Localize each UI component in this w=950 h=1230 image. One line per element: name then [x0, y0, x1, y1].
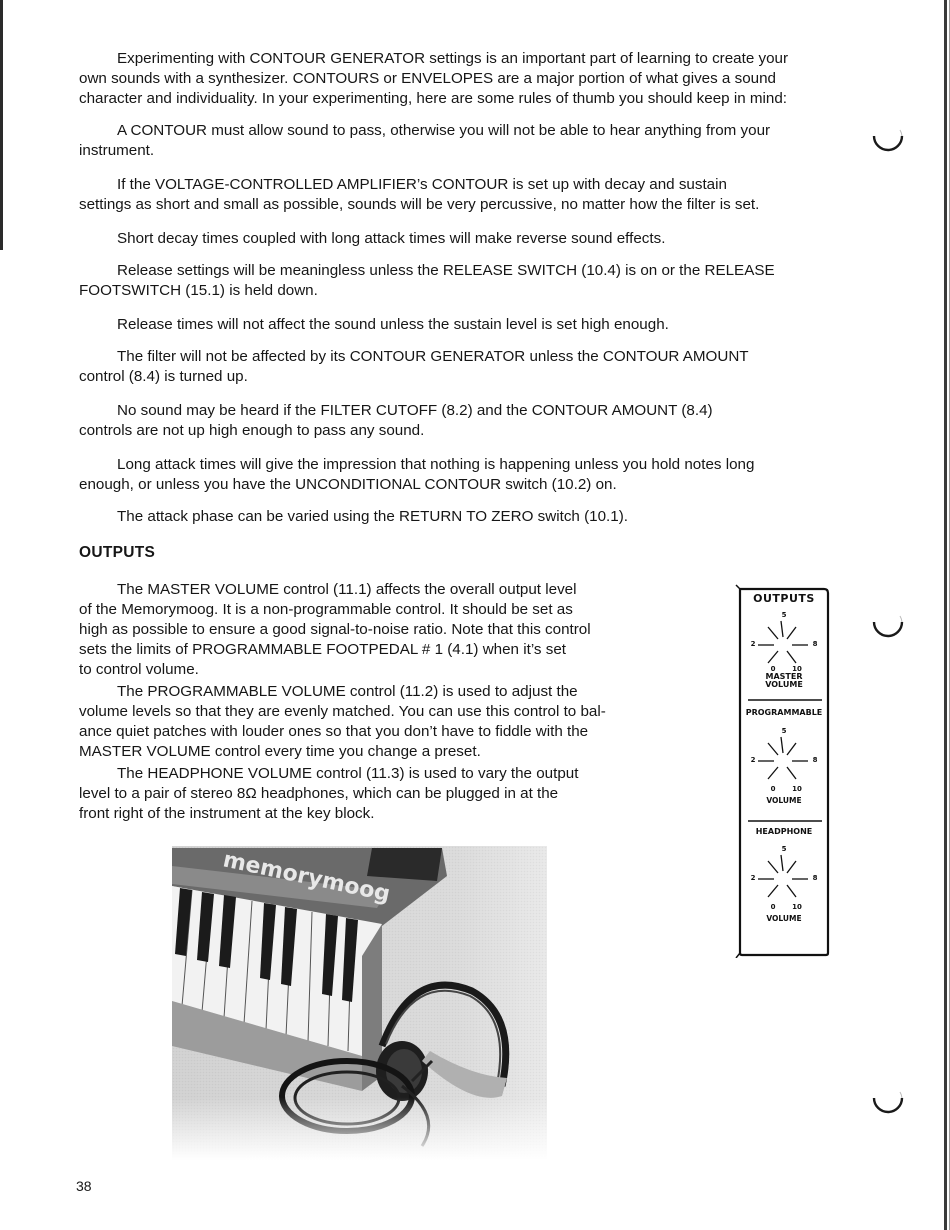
knob-master-scale-0: 0 [770, 665, 776, 673]
knob-programmable-scale-0: 0 [770, 785, 776, 793]
knob-headphone-scale-8: 8 [812, 874, 818, 882]
knob-master-label-line2: VOLUME [765, 680, 803, 689]
panel-title: OUTPUTS [753, 592, 815, 605]
page-number: 38 [76, 1178, 92, 1194]
memorymoog-headphones-photo [172, 846, 547, 1160]
knob-headphone-scale-10: 10 [792, 903, 802, 911]
knob-headphone-dial-icon [754, 851, 814, 903]
paragraph-decay-attack: Short decay times coupled with long attack times will make reverse sound effects. [117, 230, 666, 247]
paragraph-filter-contour: The filter will not be affected by its CONTOUR GENERATOR unless the CONTOUR AMOUNT control (8.4) is turned up. [79, 348, 749, 385]
paragraph-release-settings: Release settings will be meaningless unless the RELEASE SWITCH (10.4) is on or the RELEASE FOOTSWITCH (15.1) is held down. [79, 262, 775, 299]
binder-hole-top-icon [870, 124, 906, 160]
knob-headphone-scale-5: 5 [781, 845, 787, 853]
paragraph-filter-cutoff: No sound may be heard if the FILTER CUTOFF (8.2) and the CONTOUR AMOUNT (8.4) controls are not up high enough to pass any sound. [79, 402, 713, 439]
binder-hole-middle-icon [870, 610, 906, 646]
binder-hole-bottom-icon [870, 1086, 906, 1122]
binding-edge-left [0, 0, 3, 250]
paragraph-release-times: Release times will not affect the sound unless the sustain level is set high enough. [117, 316, 669, 333]
knob-master-dial-icon [754, 617, 814, 669]
knob-headphone-scale-0: 0 [770, 903, 776, 911]
knob-headphone-label: VOLUME [766, 914, 802, 923]
paragraph-programmable-volume: The PROGRAMMABLE VOLUME control (11.2) is used to adjust the volume levels so that they are evenly matched. You can use this control to bal- ance quiet patches with louder ones so that you don’t have to fiddle with the MASTER VOLUME control every time you change a preset. [79, 683, 606, 760]
outputs-panel-diagram [734, 583, 830, 958]
knob-headphone-header: HEADPHONE [755, 827, 813, 836]
paragraph-intro: Experimenting with CONTOUR GENERATOR settings is an important part of learning to create your own sounds with a synthesizer. CONTOURS or ENVELOPES are a major portion of what gives a sound character and individuality. In your experimenting, here are some rules of thumb you should keep in mind: [79, 50, 789, 107]
knob-master-scale-5: 5 [781, 611, 787, 619]
paragraph-headphone-volume: The HEADPHONE VOLUME control (11.3) is used to vary the output level to a pair of stereo 8Ω headphones, which can be plugged in at the front right of the instrument at the key block. [79, 765, 579, 822]
paragraph-attack-times: Long attack times will give the impression that nothing is happening unless you hold notes long enough, or unless you have the UNCONDITIONAL CONTOUR switch (10.2) on. [79, 456, 755, 493]
paragraph-contour-pass: A CONTOUR must allow sound to pass, otherwise you will not be able to hear anything from your instrument. [79, 122, 771, 159]
knob-programmable-header: PROGRAMMABLE [745, 708, 823, 717]
knob-programmable-scale-5: 5 [781, 727, 787, 735]
paragraph-vca-contour: If the VOLTAGE-CONTROLLED AMPLIFIER’s CONTOUR is set up with decay and sustain settings as short and small as possible, sounds will be very percussive, no matter how the filter is set. [79, 176, 760, 213]
paragraph-return-to-zero: The attack phase can be varied using the RETURN TO ZERO switch (10.1). [117, 508, 628, 525]
knob-programmable-dial-icon [754, 733, 814, 785]
knob-programmable-scale-8: 8 [812, 756, 818, 764]
knob-master-label-line1: MASTER [765, 672, 803, 681]
knob-headphone-scale-2: 2 [750, 874, 756, 882]
binding-edge-right [944, 0, 947, 1230]
knob-master-scale-8: 8 [812, 640, 818, 648]
knob-master-scale-2: 2 [750, 640, 756, 648]
section-heading-outputs: OUTPUTS [79, 544, 156, 561]
knob-programmable-scale-10: 10 [792, 785, 802, 793]
knob-programmable-label: VOLUME [766, 796, 802, 805]
paragraph-master-volume: The MASTER VOLUME control (11.1) affects the overall output level of the Memorymoog. It is a non-programmable control. It should be set as high as possible to ensure a good signal-to-noise ratio. Note that this control sets the limits of PROGRAMMABLE FOOTPEDAL # 1 (4.1) when it’s set to control volume. [79, 581, 591, 678]
knob-master-scale-10: 10 [792, 665, 802, 673]
knob-programmable-scale-2: 2 [750, 756, 756, 764]
